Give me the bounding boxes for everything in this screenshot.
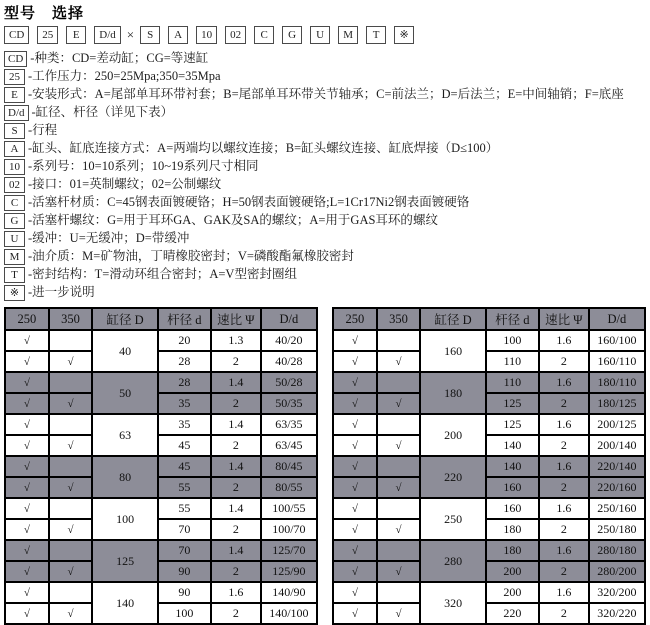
dd-cell: 320/220 — [589, 603, 645, 624]
header-cell: 缸径 D — [92, 308, 158, 330]
rod-cell: 180 — [486, 540, 539, 561]
legend-code-box: G — [4, 213, 25, 229]
legend-text: -油介质：M=矿物油，丁晴橡胶密封；V=磷酸酯氟橡胶密封 — [28, 249, 354, 263]
table-row — [333, 603, 645, 624]
rod-cell: 125 — [486, 393, 539, 414]
check-350-cell — [49, 372, 93, 393]
table-row — [333, 540, 645, 561]
legend-line — [4, 211, 646, 229]
check-350-cell: √ — [49, 351, 93, 372]
dd-cell: 140/90 — [261, 582, 317, 603]
ratio-cell: 2 — [211, 561, 261, 582]
bore-cell: 40 — [92, 330, 158, 372]
table-row — [5, 540, 317, 561]
header-cell: 杆径 d — [486, 308, 539, 330]
model-code-box: D/d — [94, 26, 121, 44]
legend-line — [4, 103, 646, 121]
legend-line — [4, 247, 646, 265]
legend-text: -工作压力：250=25Mpa;350=35Mpa — [28, 69, 221, 83]
dd-cell: 80/45 — [261, 456, 317, 477]
table-row — [5, 603, 317, 624]
dd-cell: 180/125 — [589, 393, 645, 414]
page-title: 型号 选择 — [4, 6, 85, 22]
table-row — [5, 435, 317, 456]
ratio-cell: 2 — [539, 393, 589, 414]
bore-cell: 220 — [420, 456, 486, 498]
ratio-cell: 2 — [539, 435, 589, 456]
legend-text: -密封结构：T=滑动环组合密封；A=V型密封圈组 — [28, 267, 297, 281]
dd-cell: 63/45 — [261, 435, 317, 456]
ratio-cell: 1.4 — [211, 498, 261, 519]
model-code-box: C — [254, 26, 274, 44]
table-row — [333, 519, 645, 540]
check-250-cell: √ — [333, 561, 377, 582]
table-row — [5, 519, 317, 540]
model-code-box: 02 — [225, 26, 246, 44]
check-350-cell: √ — [49, 393, 93, 414]
ratio-cell: 2 — [211, 477, 261, 498]
legend-code-box: D/d — [4, 105, 29, 121]
check-350-cell — [377, 414, 421, 435]
dd-cell: 50/28 — [261, 372, 317, 393]
check-350-cell: √ — [377, 477, 421, 498]
ratio-cell: 1.6 — [539, 330, 589, 351]
legend-text: -接口：01=英制螺纹；02=公制螺纹 — [28, 177, 222, 191]
dd-cell: 100/55 — [261, 498, 317, 519]
ratio-cell: 2 — [539, 351, 589, 372]
ratio-cell: 1.6 — [211, 582, 261, 603]
rod-cell: 100 — [158, 603, 211, 624]
check-350-cell — [377, 330, 421, 351]
legend-code-box: 02 — [4, 177, 25, 193]
model-code-box: CD — [4, 26, 29, 44]
rod-cell: 140 — [486, 435, 539, 456]
rod-cell: 70 — [158, 540, 211, 561]
check-350-cell: √ — [377, 603, 421, 624]
ratio-cell: 1.4 — [211, 414, 261, 435]
rod-cell: 20 — [158, 330, 211, 351]
legend-code-box: ※ — [4, 285, 25, 301]
table-row — [5, 498, 317, 519]
model-code-box: S — [140, 26, 160, 44]
legend-line — [4, 229, 646, 247]
rod-cell: 55 — [158, 477, 211, 498]
check-350-cell — [49, 414, 93, 435]
legend-code-box: 10 — [4, 159, 25, 175]
table-row — [333, 498, 645, 519]
bore-rod-tables — [4, 307, 646, 625]
check-350-cell: √ — [49, 561, 93, 582]
dd-cell: 63/35 — [261, 414, 317, 435]
bore-cell: 140 — [92, 582, 158, 624]
header-row — [333, 308, 645, 330]
check-350-cell: √ — [377, 561, 421, 582]
table-row — [5, 393, 317, 414]
check-350-cell: √ — [49, 435, 93, 456]
check-250-cell: √ — [5, 435, 49, 456]
legend-line — [4, 85, 646, 103]
check-250-cell: √ — [5, 519, 49, 540]
bore-cell: 180 — [420, 372, 486, 414]
bore-cell: 125 — [92, 540, 158, 582]
check-350-cell — [49, 498, 93, 519]
dd-cell: 320/200 — [589, 582, 645, 603]
table-row — [333, 393, 645, 414]
model-code-box: 10 — [196, 26, 217, 44]
ratio-cell: 1.4 — [211, 372, 261, 393]
rod-cell: 28 — [158, 372, 211, 393]
dd-cell: 220/140 — [589, 456, 645, 477]
ratio-cell: 1.3 — [211, 330, 261, 351]
check-350-cell: √ — [49, 603, 93, 624]
legend-code-box: M — [4, 249, 25, 265]
rod-cell: 100 — [486, 330, 539, 351]
rod-cell: 180 — [486, 519, 539, 540]
legend-code-box: S — [4, 123, 25, 139]
dd-cell: 160/110 — [589, 351, 645, 372]
legend-text: -活塞杆材质：C=45钢表面镀硬铬；H=50钢表面镀硬铬;L=1Cr17Ni2钢表面镀硬铬 — [28, 195, 470, 209]
table-row — [333, 330, 645, 351]
legend-text: -缓冲：U=无缓冲；D=带缓冲 — [28, 231, 190, 245]
legend-code-box: CD — [4, 51, 27, 67]
ratio-cell: 1.6 — [539, 582, 589, 603]
dd-cell: 160/100 — [589, 330, 645, 351]
header-cell: D/d — [589, 308, 645, 330]
header-cell: 速比 Ψ — [211, 308, 261, 330]
legend-code-box: E — [4, 87, 25, 103]
ratio-cell: 1.6 — [539, 540, 589, 561]
header-cell: 350 — [377, 308, 421, 330]
legend-code-box: U — [4, 231, 25, 247]
check-350-cell — [377, 372, 421, 393]
check-350-cell — [377, 582, 421, 603]
rod-cell: 70 — [158, 519, 211, 540]
dd-cell: 180/110 — [589, 372, 645, 393]
rod-cell: 200 — [486, 582, 539, 603]
rod-cell: 45 — [158, 456, 211, 477]
rod-cell: 160 — [486, 477, 539, 498]
dd-cell: 250/180 — [589, 519, 645, 540]
table-row — [333, 561, 645, 582]
check-350-cell: √ — [377, 519, 421, 540]
check-250-cell: √ — [5, 351, 49, 372]
check-250-cell: √ — [333, 330, 377, 351]
model-code-box: A — [168, 26, 188, 44]
check-250-cell: √ — [333, 582, 377, 603]
check-250-cell: √ — [5, 456, 49, 477]
bore-cell: 80 — [92, 456, 158, 498]
bore-cell: 320 — [420, 582, 486, 624]
legend-text: -系列号：10=10系列；10~19系列尺寸相同 — [28, 159, 259, 173]
table-row — [5, 477, 317, 498]
dd-cell: 140/100 — [261, 603, 317, 624]
ratio-cell: 2 — [539, 603, 589, 624]
check-250-cell: √ — [5, 603, 49, 624]
ratio-cell: 2 — [211, 393, 261, 414]
rod-cell: 110 — [486, 372, 539, 393]
legend-line — [4, 49, 646, 67]
dd-cell: 220/160 — [589, 477, 645, 498]
rod-cell: 90 — [158, 561, 211, 582]
dd-cell: 200/125 — [589, 414, 645, 435]
legend-text: -缸径、杆径（详见下表） — [31, 105, 174, 119]
rod-cell: 45 — [158, 435, 211, 456]
check-250-cell: √ — [5, 393, 49, 414]
check-250-cell: √ — [5, 372, 49, 393]
ratio-cell: 1.6 — [539, 414, 589, 435]
legend-line — [4, 193, 646, 211]
ratio-cell: 1.6 — [539, 372, 589, 393]
check-250-cell: √ — [333, 456, 377, 477]
legend-line — [4, 121, 646, 139]
table-row — [333, 477, 645, 498]
check-250-cell: √ — [333, 519, 377, 540]
ratio-cell: 2 — [539, 519, 589, 540]
table-row — [5, 351, 317, 372]
rod-cell: 220 — [486, 603, 539, 624]
check-350-cell — [49, 582, 93, 603]
legend-text: -进一步说明 — [28, 285, 95, 299]
legend-line — [4, 283, 646, 301]
bore-cell: 50 — [92, 372, 158, 414]
dd-cell: 80/55 — [261, 477, 317, 498]
legend-text: -安装形式：A=尾部单耳环带衬套；B=尾部单耳环带关节轴承；C=前法兰；D=后法兰；E=中间轴销；F=底座 — [28, 87, 624, 101]
legend-text: -种类：CD=差动缸；CG=等速缸 — [30, 51, 209, 65]
rod-cell: 110 — [486, 351, 539, 372]
model-code-box: ※ — [394, 26, 414, 44]
header-cell: 250 — [5, 308, 49, 330]
spec-table-right — [332, 307, 646, 625]
rod-cell: 200 — [486, 561, 539, 582]
check-250-cell: √ — [5, 540, 49, 561]
check-250-cell: √ — [333, 498, 377, 519]
header-cell: 速比 Ψ — [539, 308, 589, 330]
table-row — [333, 456, 645, 477]
dd-cell: 50/35 — [261, 393, 317, 414]
table-row — [333, 582, 645, 603]
rod-cell: 35 — [158, 414, 211, 435]
ratio-cell: 2 — [211, 435, 261, 456]
table-row — [333, 372, 645, 393]
ratio-cell: 2 — [211, 603, 261, 624]
table-row — [333, 435, 645, 456]
dd-cell: 250/160 — [589, 498, 645, 519]
check-350-cell: √ — [49, 519, 93, 540]
bore-cell: 250 — [420, 498, 486, 540]
model-code-box: U — [310, 26, 330, 44]
rod-cell: 35 — [158, 393, 211, 414]
model-code-box: G — [282, 26, 302, 44]
legend-code-box: T — [4, 267, 25, 283]
model-code-box: T — [366, 26, 386, 44]
check-250-cell: √ — [333, 393, 377, 414]
dd-cell: 125/90 — [261, 561, 317, 582]
dd-cell: 100/70 — [261, 519, 317, 540]
dd-cell: 40/28 — [261, 351, 317, 372]
bore-cell: 160 — [420, 330, 486, 372]
ratio-cell: 1.6 — [539, 498, 589, 519]
check-250-cell: √ — [5, 561, 49, 582]
table-row — [5, 456, 317, 477]
model-code-box: E — [66, 26, 86, 44]
check-350-cell — [377, 456, 421, 477]
ratio-cell: 1.4 — [211, 540, 261, 561]
header-row — [5, 308, 317, 330]
dd-cell: 40/20 — [261, 330, 317, 351]
header-cell: D/d — [261, 308, 317, 330]
rod-cell: 28 — [158, 351, 211, 372]
bore-cell: 63 — [92, 414, 158, 456]
rod-cell: 90 — [158, 582, 211, 603]
check-350-cell — [49, 456, 93, 477]
ratio-cell: 1.6 — [539, 456, 589, 477]
check-250-cell: √ — [5, 414, 49, 435]
check-250-cell: √ — [333, 477, 377, 498]
table-row — [333, 414, 645, 435]
check-350-cell — [377, 498, 421, 519]
header-cell: 250 — [333, 308, 377, 330]
check-250-cell: √ — [5, 582, 49, 603]
check-250-cell: √ — [5, 330, 49, 351]
ratio-cell: 2 — [211, 519, 261, 540]
check-250-cell: √ — [5, 477, 49, 498]
bore-cell: 100 — [92, 498, 158, 540]
model-code-box: M — [338, 26, 358, 44]
check-350-cell: √ — [377, 393, 421, 414]
legend-code-box: A — [4, 141, 25, 157]
dd-cell: 125/70 — [261, 540, 317, 561]
dd-cell: 280/180 — [589, 540, 645, 561]
multiply-icon: × — [126, 27, 135, 42]
check-350-cell — [377, 540, 421, 561]
ratio-cell: 2 — [539, 561, 589, 582]
ratio-cell: 2 — [539, 477, 589, 498]
header-cell: 杆径 d — [158, 308, 211, 330]
model-code-row — [4, 26, 646, 44]
table-row — [5, 582, 317, 603]
check-350-cell — [49, 540, 93, 561]
ratio-cell: 1.4 — [211, 456, 261, 477]
ratio-cell: 2 — [211, 351, 261, 372]
rod-cell: 140 — [486, 456, 539, 477]
rod-cell: 160 — [486, 498, 539, 519]
rod-cell: 55 — [158, 498, 211, 519]
legend-line — [4, 139, 646, 157]
table-row — [5, 414, 317, 435]
legend-code-box: 25 — [4, 69, 25, 85]
table-row — [5, 561, 317, 582]
check-350-cell: √ — [377, 351, 421, 372]
check-350-cell: √ — [49, 477, 93, 498]
rod-cell: 125 — [486, 414, 539, 435]
check-250-cell: √ — [333, 603, 377, 624]
dd-cell: 200/140 — [589, 435, 645, 456]
legend-text: -缸头、缸底连接方式：A=两端均以螺纹连接；B=缸头螺纹连接、缸底焊接（D≤100） — [28, 141, 499, 155]
check-250-cell: √ — [333, 435, 377, 456]
check-350-cell — [49, 330, 93, 351]
header-cell: 缸径 D — [420, 308, 486, 330]
table-row — [5, 372, 317, 393]
legend-text: -行程 — [28, 123, 58, 137]
legend-line — [4, 157, 646, 175]
spec-table-left — [4, 307, 318, 625]
check-250-cell: √ — [333, 351, 377, 372]
check-250-cell: √ — [5, 498, 49, 519]
legend-text: -活塞杆螺纹：G=用于耳环GA、GAK及SA的螺纹；A=用于GAS耳环的螺纹 — [28, 213, 438, 227]
table-row — [333, 351, 645, 372]
model-code-box: 25 — [37, 26, 58, 44]
dd-cell: 280/200 — [589, 561, 645, 582]
model-code-legend — [4, 49, 646, 301]
check-250-cell: √ — [333, 414, 377, 435]
legend-line — [4, 67, 646, 85]
check-250-cell: √ — [333, 540, 377, 561]
bore-cell: 200 — [420, 414, 486, 456]
check-350-cell: √ — [377, 435, 421, 456]
bore-cell: 280 — [420, 540, 486, 582]
table-row — [5, 330, 317, 351]
check-250-cell: √ — [333, 372, 377, 393]
legend-code-box: C — [4, 195, 25, 211]
legend-line — [4, 175, 646, 193]
legend-line — [4, 265, 646, 283]
header-cell: 350 — [49, 308, 93, 330]
